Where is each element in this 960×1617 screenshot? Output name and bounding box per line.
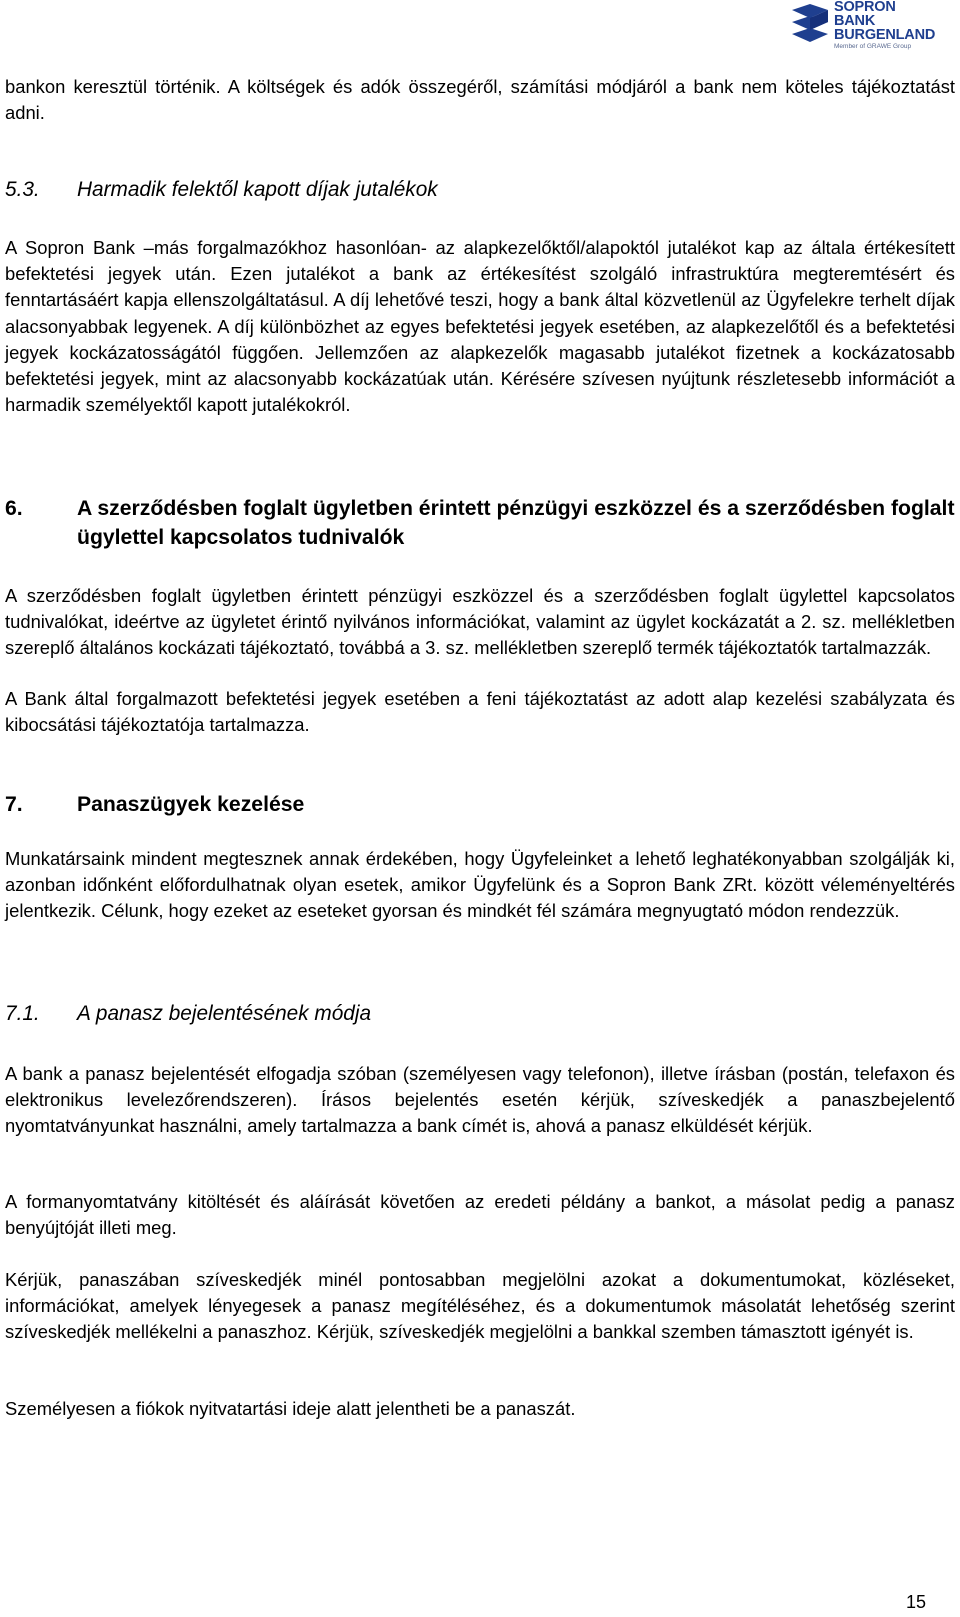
section-5-3-body: A Sopron Bank –más forgalmazókhoz hasonlóan- az alapkezelőktől/alapoktól jutalékot kap az általa értékesített befektetési jegyek után. Ezen jutalékot a bank az értékesítést szolgáló infrastruktúra megteremtésért és fenntartásáért kapja ellenszolgáltatásul. A díj lehetővé teszi, hogy a bank által közvetlenül az Ügyfelekre terhelt díjak alacsonyabbak legyenek. A díj különbözhet az egyes befektetési jegyek esetében, az alapkezelőtől és a befektetési jegyek kockázatosságától függően. Jellemzően az alapkezelők magasabb jutalékot fizetnek a kockázatosabb befektetési jegyek, mint az alacsonyabb kockázatúak után. Kérésére szívesen nyújtunk részletesebb információt a harmadik személyektől kapott jutalékokról. [5,237,955,416]
section-6-paragraph-1: A szerződésben foglalt ügyletben érintett pénzügyi eszközzel és a szerződésben foglalt ügylettel kapcsolatos tudnivalókat, ideértve az ügyletet érintő nyilvános információkat, valamint az ügylet kockázatát a 2. sz. mellékletben szereplő általános kockázati tájékoztató, továbbá a 3. sz. mellékletben szereplő termék tájékoztatók tartalmazzák. [5,585,955,659]
logo-member-text: Member of GRAWE Group [834,43,912,50]
section-number: 6. [5,497,23,520]
section-number: 7. [5,793,23,816]
section-5-3-heading [5,176,955,204]
sopron-bank-logo-icon [790,2,830,48]
section-7-heading [5,790,955,819]
section-number: 7.1. [5,1002,40,1025]
section-7-1-paragraph-1: A bank a panasz bejelentését elfogadja szóban (személyesen vagy telefonon), illetve írásban (postán, telefaxon és elektronikus levelezőrendszeren). Írásos bejelentés esetén kérjük, szíveskedjék a panaszbejelentő nyomtatványunkat használni, amely tartalmazza a bank címét is, ahová a panasz elküldését kérjük. [5,1063,955,1137]
section-7-1-heading [5,1000,955,1028]
logo-wordmark [834,0,935,51]
section-7-1-paragraph-2: A formanyomtatvány kitöltését és aláírását követően az eredeti példány a bankot, a másolat pedig a panasz benyújtóját illeti meg. [5,1191,955,1239]
logo-line-3: BURGENLAND [834,27,936,43]
section-7-1-paragraph-4: Személyesen a fiókok nyitvatartási ideje alatt jelentheti be a panaszát. [5,1398,576,1419]
section-6-heading [5,494,955,552]
section-number: 5.3. [5,178,40,201]
bank-logo [790,0,936,52]
section-title: A szerződésben foglalt ügyletben érintett pénzügyi eszközzel és a szerződésben foglalt ügylettel kapcsolatos tudnivalók [77,497,955,549]
section-7-body: Munkatársaink mindent megtesznek annak érdekében, hogy Ügyfeleinket a lehető leghatékonyabban szolgálják ki, azonban időnként előfordulhatnak olyan esetek, amikor Ügyfelünk és a Sopron Bank ZRt. között véleményeltérés jelentkezik. Célunk, hogy ezeket az eseteket gyorsan és mindkét fél számára megnyugtató módon rendezzük. [5,848,955,922]
logo-line-2: BANK [834,13,876,29]
section-6-paragraph-2: A Bank által forgalmazott befektetési jegyek esetében a feni tájékoztatást az adott alap kezelési szabályzata és kibocsátási tájékoztatója tartalmazza. [5,688,955,736]
section-title: Panaszügyek kezelése [77,793,305,816]
section-7-1-paragraph-3: Kérjük, panaszában szíveskedjék minél pontosabban megjelölni azokat a dokumentumokat, közléseket, információkat, amelyek lényegesek a panasz megítéléséhez, és a dokumentumok másolatát lehetőség szerint szíveskedjék mellékelni a panaszhoz. Kérjük, szíveskedjék megjelölni a bankkal szemben támasztott igényét is. [5,1269,955,1343]
intro-paragraph: bankon keresztül történik. A költségek és adók összegéről, számítási módjáról a bank nem köteles tájékoztatást adni. [5,76,955,124]
page-number: 15 [905,1592,926,1612]
section-title: A panasz bejelentésének módja [77,1002,372,1025]
logo-line-1: SOPRON [834,0,896,15]
section-title: Harmadik felektől kapott díjak jutalékok [77,178,438,201]
